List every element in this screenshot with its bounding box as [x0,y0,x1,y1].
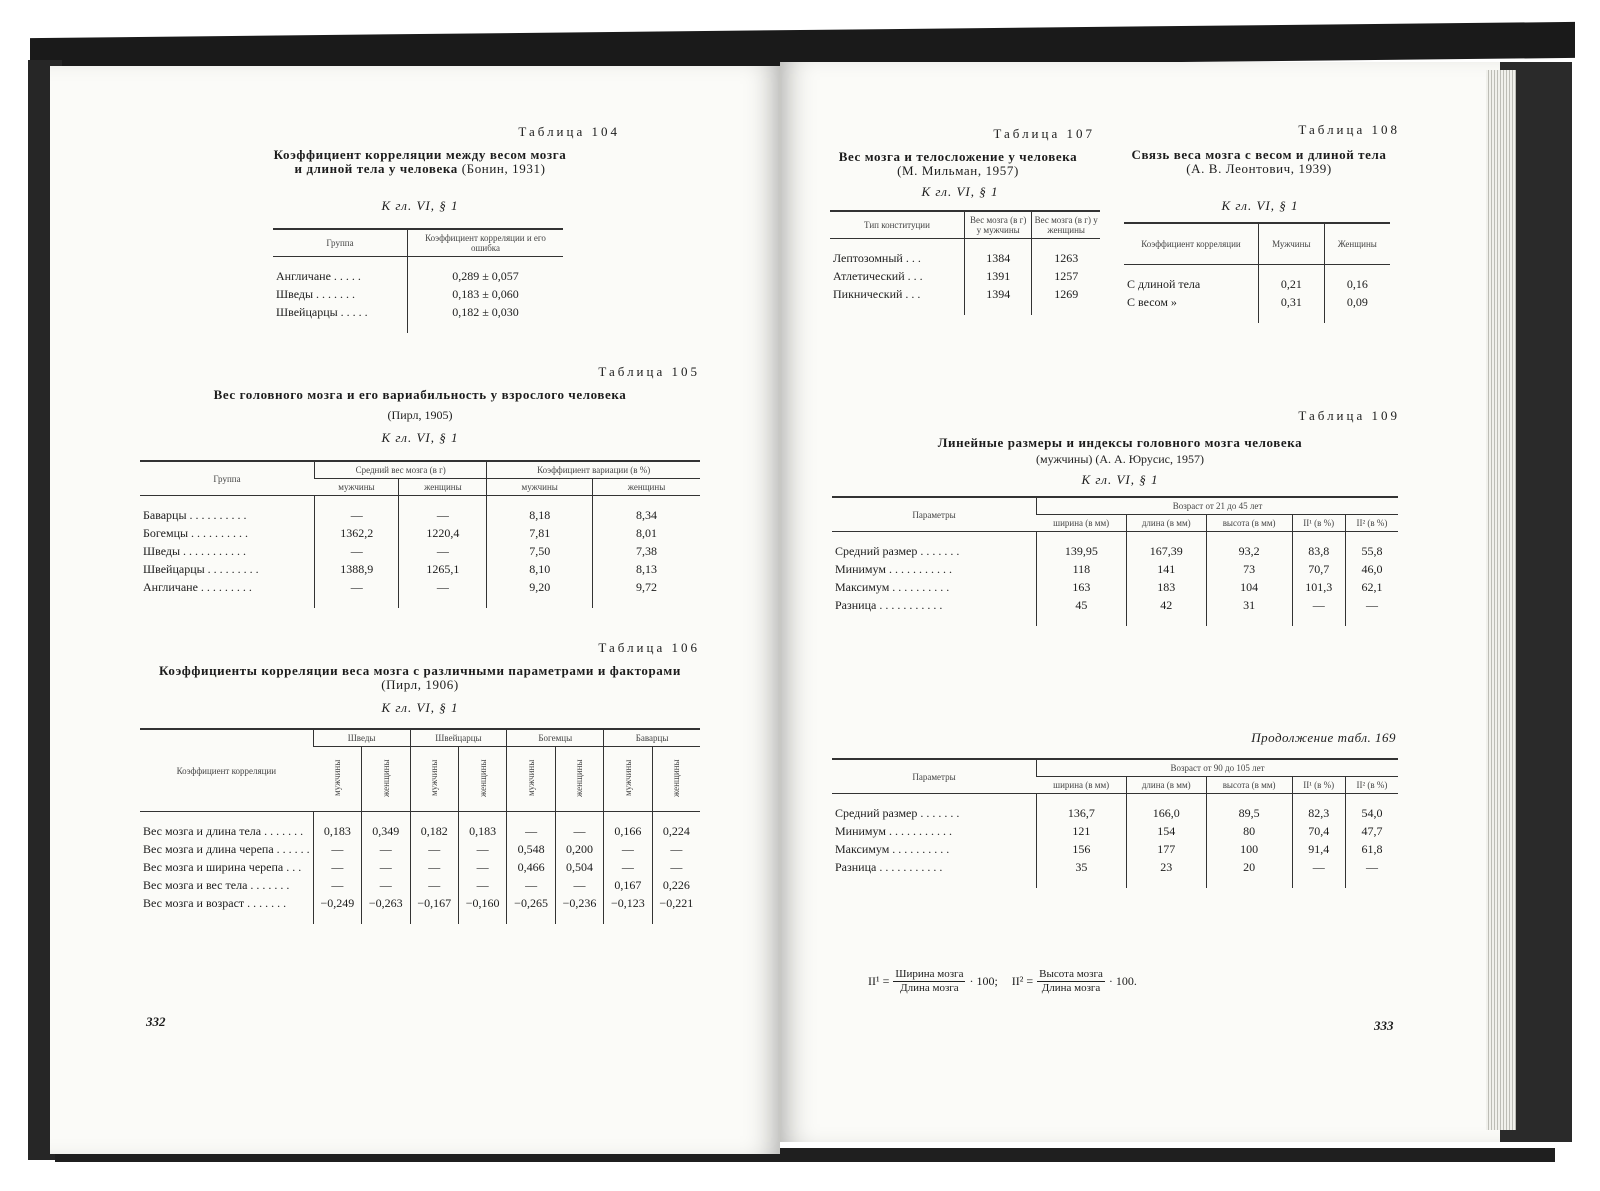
value-cell: 8,34 [592,496,700,525]
table-109-number: Таблица 109 [1298,408,1400,423]
page-edges [1486,70,1516,1130]
value-cell: 35 [1037,858,1127,888]
value-cell: 45 [1037,596,1127,626]
value-cell: 118 [1037,560,1127,578]
table-107-title-text: Вес мозга и телосложение у человека [838,149,1078,164]
value-cell: 1263 [1032,239,1100,268]
value-cell: 0,224 [652,812,700,841]
value-cell: — [399,496,487,525]
value-cell: 0,548 [507,840,555,858]
table-109-section: К гл. VI, § 1 [1081,472,1159,487]
row-label-cell: Средний размер . . . . . . . [835,806,960,820]
table-105-section: К гл. VI, § 1 [381,430,459,445]
table-105-header-mean: Средний вес мозга (в г) [315,461,487,479]
value-cell: 82,3 [1292,794,1345,823]
value-cell: 83,8 [1292,532,1345,561]
value-cell: 1265,1 [399,560,487,578]
value-cell: — [399,578,487,608]
value-cell: — [362,858,410,876]
table-row [273,303,563,333]
value-cell: 100 [1206,840,1292,858]
value-cell: 1362,2 [315,524,399,542]
table-107-number: Таблица 107 [993,126,1095,141]
value-cell: −0,263 [362,894,410,924]
value-cell: — [410,858,458,876]
value-cell: 8,18 [487,496,593,525]
table-108-header: Мужчины [1259,223,1325,265]
table-107-section: К гл. VI, § 1 [921,184,999,199]
value-cell: −0,236 [555,894,603,924]
row-label-cell: Средний размер . . . . . . . [835,544,960,558]
value-cell: — [1345,596,1398,626]
row-label-cell: Швейцарцы . . . . . . . . . [143,562,259,576]
table-row [832,858,1398,888]
value-cell: 54,0 [1345,794,1398,823]
value-cell: 121 [1037,822,1127,840]
table-106-group-header: Швейцарцы [410,729,507,747]
table-109 [832,496,1398,626]
row-label-cell: Максимум . . . . . . . . . . [835,842,950,856]
value-cell: 70,4 [1292,822,1345,840]
table-106-subheader [507,747,555,812]
value-cell: — [313,876,361,894]
table-106-title [140,664,700,692]
table-106-section: К гл. VI, § 1 [381,700,459,715]
table-106-subheader-label: мужчины [332,759,343,797]
table-106-subheader [652,747,700,812]
value-cell: 8,01 [592,524,700,542]
row-label-cell: Вес мозга и вес тела . . . . . . . [143,878,290,892]
right-page [780,62,1500,1142]
value-cell: — [604,840,652,858]
value-cell: 23 [1126,858,1206,888]
value-cell: 1384 [965,239,1032,268]
table-107 [830,210,1100,315]
table-106-subheader [555,747,603,812]
value-cell: 8,10 [487,560,593,578]
value-cell: 70,7 [1292,560,1345,578]
table-row [140,876,700,894]
row-label-cell: Шведы . . . . . . . [276,287,356,301]
formula-i1-label: II¹ = [868,974,890,988]
table-109-title: Линейные размеры и индексы головного мозга человека [937,435,1303,450]
value-cell: 1269 [1032,285,1100,315]
value-cell: 0,183 [313,812,361,841]
table-row [140,858,700,876]
table-106-subheader-label: женщины [477,759,488,797]
table-107-title [838,150,1078,178]
table-109b-header-param: Параметры [832,759,1037,794]
table-109-header-param: Параметры [832,497,1037,532]
value-cell: 0,289 ± 0,057 [408,257,564,286]
table-row [1124,293,1390,323]
table-106-subheader-label: женщины [380,759,391,797]
table-109-subheader: II² (в %) [1345,777,1398,794]
table-109-subheader: ширина (в мм) [1037,515,1127,532]
value-cell: 46,0 [1345,560,1398,578]
value-cell: — [410,840,458,858]
table-104-number: Таблица 104 [518,124,620,139]
table-106-title-text: Коэффициенты корреляции веса мозга с различными параметрами и факторами [159,663,681,678]
table-106-group-header: Богемцы [507,729,604,747]
table-109-subheader: II² (в %) [1345,515,1398,532]
table-108-header: Коэффициент корреляции [1124,223,1259,265]
table-106-subheader [313,747,361,812]
table-row [273,257,563,286]
row-label-cell: Вес мозга и длина тела . . . . . . . [143,824,304,838]
row-label-cell: Баварцы . . . . . . . . . . [143,508,247,522]
row-label-cell: Вес мозга и возраст . . . . . . . [143,896,287,910]
value-cell: — [313,840,361,858]
table-105-author: (Пирл, 1905) [387,408,453,422]
table-107-header: Тип конституции [830,211,965,239]
table-108-number: Таблица 108 [1298,122,1400,137]
value-cell: 0,09 [1324,293,1390,323]
row-label-cell: Максимум . . . . . . . . . . [835,580,950,594]
row-label-cell: Англичане . . . . . . . . . [143,580,252,594]
row-label-cell: Разница . . . . . . . . . . . [835,860,943,874]
table-106-subheader-label: женщины [574,759,585,797]
value-cell: 104 [1206,578,1292,596]
value-cell: 141 [1126,560,1206,578]
value-cell: 0,349 [362,812,410,841]
row-label-cell: Атлетический . . . [833,269,923,283]
table-106-subheader [458,747,506,812]
table-105-subheader: мужчины [315,479,399,496]
table-106-subheader-label: женщины [671,759,682,797]
value-cell: 93,2 [1206,532,1292,561]
table-108 [1124,222,1390,323]
table-row [832,794,1398,823]
table-109-subheader: ширина (в мм) [1037,777,1127,794]
table-104-header: Группа [273,229,408,257]
row-label-cell: Минимум . . . . . . . . . . . [835,824,952,838]
table-106-subheader-label: мужчины [526,759,537,797]
value-cell: 166,0 [1126,794,1206,823]
table-105-subheader: женщины [399,479,487,496]
value-cell: 55,8 [1345,532,1398,561]
table-107-header: Вес мозга (в г) у мужчины [965,211,1032,239]
row-label-cell: Лептозомный . . . [833,251,921,265]
table-105-subheader: женщины [592,479,700,496]
table-108-title-text: Связь веса мозга с весом и длиной тела [1131,147,1387,162]
value-cell: — [1292,858,1345,888]
value-cell: 20 [1206,858,1292,888]
table-row [273,285,563,303]
value-cell: 156 [1037,840,1127,858]
value-cell: 101,3 [1292,578,1345,596]
table-106-subheader-label: мужчины [622,759,633,797]
table-105-number: Таблица 105 [598,364,700,379]
table-105 [140,460,700,608]
row-label-cell: Англичане . . . . . [276,269,361,283]
row-label-cell: С длиной тела [1127,277,1201,291]
row-label-cell: Швейцарцы . . . . . [276,305,368,319]
value-cell: −0,249 [313,894,361,924]
value-cell: — [555,876,603,894]
value-cell: −0,265 [507,894,555,924]
table-108-title [1124,148,1394,176]
table-row [140,560,700,578]
table-109-subheader: высота (в мм) [1206,777,1292,794]
value-cell: −0,221 [652,894,700,924]
table-109-continued [832,758,1398,888]
table-row [832,532,1398,561]
formula-i2-multiplier: · 100. [1108,974,1137,988]
table-106-author: (Пирл, 1906) [381,677,459,692]
table-row [140,812,700,841]
row-label-cell: Вес мозга и длина черепа . . . . . . [143,842,310,856]
formula-i1-denominator: Длина мозга [900,982,959,994]
value-cell: 0,182 [410,812,458,841]
table-104-author: (Бонин, 1931) [461,161,546,176]
value-cell: 183 [1126,578,1206,596]
value-cell: — [555,812,603,841]
table-108-author: (А. В. Леонтович, 1939) [1186,161,1332,176]
table-106-subheader-label: мужчины [429,759,440,797]
table-106-header-row: Коэффициент корреляции [140,729,313,812]
formula-i2-denominator: Длина мозга [1041,982,1101,994]
value-cell: 7,81 [487,524,593,542]
value-cell: — [652,858,700,876]
table-104 [273,228,563,333]
table-105-subheader: мужчины [487,479,593,496]
row-label-cell: С весом » [1127,295,1177,309]
table-109-subheader: высота (в мм) [1206,515,1292,532]
value-cell: 47,7 [1345,822,1398,840]
page-number-left: 332 [146,1014,166,1029]
table-109-subheader: длина (в мм) [1126,777,1206,794]
value-cell: 9,72 [592,578,700,608]
row-label-cell: Пикнический . . . [833,287,921,301]
value-cell: −0,167 [410,894,458,924]
table-106 [140,728,700,924]
formula-i1-numerator: Ширина мозга [895,968,964,980]
value-cell: 1394 [965,285,1032,315]
table-104-section: К гл. VI, § 1 [381,198,459,213]
formula-i1-fraction [893,968,965,995]
table-109-subheader: длина (в мм) [1126,515,1206,532]
value-cell: 0,167 [604,876,652,894]
value-cell: — [313,858,361,876]
value-cell: 91,4 [1292,840,1345,858]
value-cell: 0,21 [1259,265,1325,294]
table-108-header: Женщины [1324,223,1390,265]
value-cell: 0,16 [1324,265,1390,294]
table-row [1124,265,1390,294]
table-104-title [272,148,568,176]
value-cell: 1220,4 [399,524,487,542]
value-cell: 0,183 [458,812,506,841]
value-cell: 0,200 [555,840,603,858]
table-109-header-age: Возраст от 21 до 45 лет [1037,497,1399,515]
value-cell: 8,13 [592,560,700,578]
value-cell: 154 [1126,822,1206,840]
row-label-cell: Шведы . . . . . . . . . . . [143,544,247,558]
table-106-subheader [410,747,458,812]
value-cell: 139,95 [1037,532,1127,561]
formula-i2-numerator: Высота мозга [1039,968,1103,980]
table-104-header: Коэффициент корреляции и его ошибка [408,229,564,257]
value-cell: 61,8 [1345,840,1398,858]
table-row [832,840,1398,858]
value-cell: 177 [1126,840,1206,858]
value-cell: 0,182 ± 0,030 [408,303,564,333]
table-row [140,894,700,924]
value-cell: 89,5 [1206,794,1292,823]
value-cell: 42 [1126,596,1206,626]
table-108-section: К гл. VI, § 1 [1221,198,1299,213]
value-cell: — [507,812,555,841]
table-106-group-header: Баварцы [604,729,700,747]
formula-i2-fraction [1037,968,1105,995]
table-row [832,560,1398,578]
value-cell: — [315,496,399,525]
table-row [140,578,700,608]
table-row [830,267,1100,285]
value-cell: — [507,876,555,894]
value-cell: — [458,840,506,858]
table-107-author: (М. Мильман, 1957) [897,163,1019,178]
table-109-author: (мужчины) (А. А. Юрусис, 1957) [1036,452,1204,466]
table-row [140,524,700,542]
table-109b-header-age: Возраст от 90 до 105 лет [1037,759,1399,777]
value-cell: 1391 [965,267,1032,285]
table-106-group-header: Шведы [313,729,410,747]
value-cell: 1257 [1032,267,1100,285]
value-cell: — [652,840,700,858]
table-106-number: Таблица 106 [598,640,700,655]
table-105-header-group: Группа [140,461,315,496]
value-cell: — [315,542,399,560]
row-label-cell: Разница . . . . . . . . . . . [835,598,943,612]
table-row [830,285,1100,315]
page-number-right: 333 [1374,1018,1394,1033]
table-row [140,496,700,525]
value-cell: 0,166 [604,812,652,841]
value-cell: 167,39 [1126,532,1206,561]
table-106-subheader [604,747,652,812]
table-109-subheader: II¹ (в %) [1292,777,1345,794]
value-cell: 80 [1206,822,1292,840]
index-formula [868,968,1137,995]
table-106-subheader [362,747,410,812]
row-label-cell: Богемцы . . . . . . . . . . [143,526,249,540]
value-cell: — [458,858,506,876]
table-105-header-coef: Коэффициент вариации (в %) [487,461,700,479]
value-cell: 7,38 [592,542,700,560]
table-row [830,239,1100,268]
table-105-title: Вес головного мозга и его вариабильность у взрослого человека [213,387,627,402]
formula-i1-multiplier: · 100; [969,974,998,988]
table-109-subheader: II¹ (в %) [1292,515,1345,532]
row-label-cell: Минимум . . . . . . . . . . . [835,562,952,576]
table-row [832,822,1398,840]
table-109-continuation: Продолжение табл. 169 [1251,730,1396,745]
left-page [50,66,780,1154]
value-cell: — [362,876,410,894]
value-cell: 0,226 [652,876,700,894]
value-cell: 62,1 [1345,578,1398,596]
table-row [140,840,700,858]
formula-i2-label: II² = [1011,974,1034,988]
value-cell: — [604,858,652,876]
value-cell: −0,160 [458,894,506,924]
value-cell: — [458,876,506,894]
value-cell: 0,31 [1259,293,1325,323]
table-row [140,542,700,560]
value-cell: — [362,840,410,858]
value-cell: 73 [1206,560,1292,578]
value-cell: 136,7 [1037,794,1127,823]
value-cell: 0,504 [555,858,603,876]
table-row [832,596,1398,626]
value-cell: 31 [1206,596,1292,626]
value-cell: 9,20 [487,578,593,608]
value-cell: 7,50 [487,542,593,560]
value-cell: — [399,542,487,560]
value-cell: 0,466 [507,858,555,876]
row-label-cell: Вес мозга и ширина черепа . . . [143,860,302,874]
table-104-title-text: Коэффициент корреляции между весом мозга и длиной тела у человека [273,147,567,176]
value-cell: — [1292,596,1345,626]
table-107-header: Вес мозга (в г) у женщины [1032,211,1100,239]
value-cell: — [410,876,458,894]
value-cell: −0,123 [604,894,652,924]
value-cell: — [315,578,399,608]
value-cell: 1388,9 [315,560,399,578]
table-row [832,578,1398,596]
value-cell: — [1345,858,1398,888]
value-cell: 0,183 ± 0,060 [408,285,564,303]
value-cell: 163 [1037,578,1127,596]
